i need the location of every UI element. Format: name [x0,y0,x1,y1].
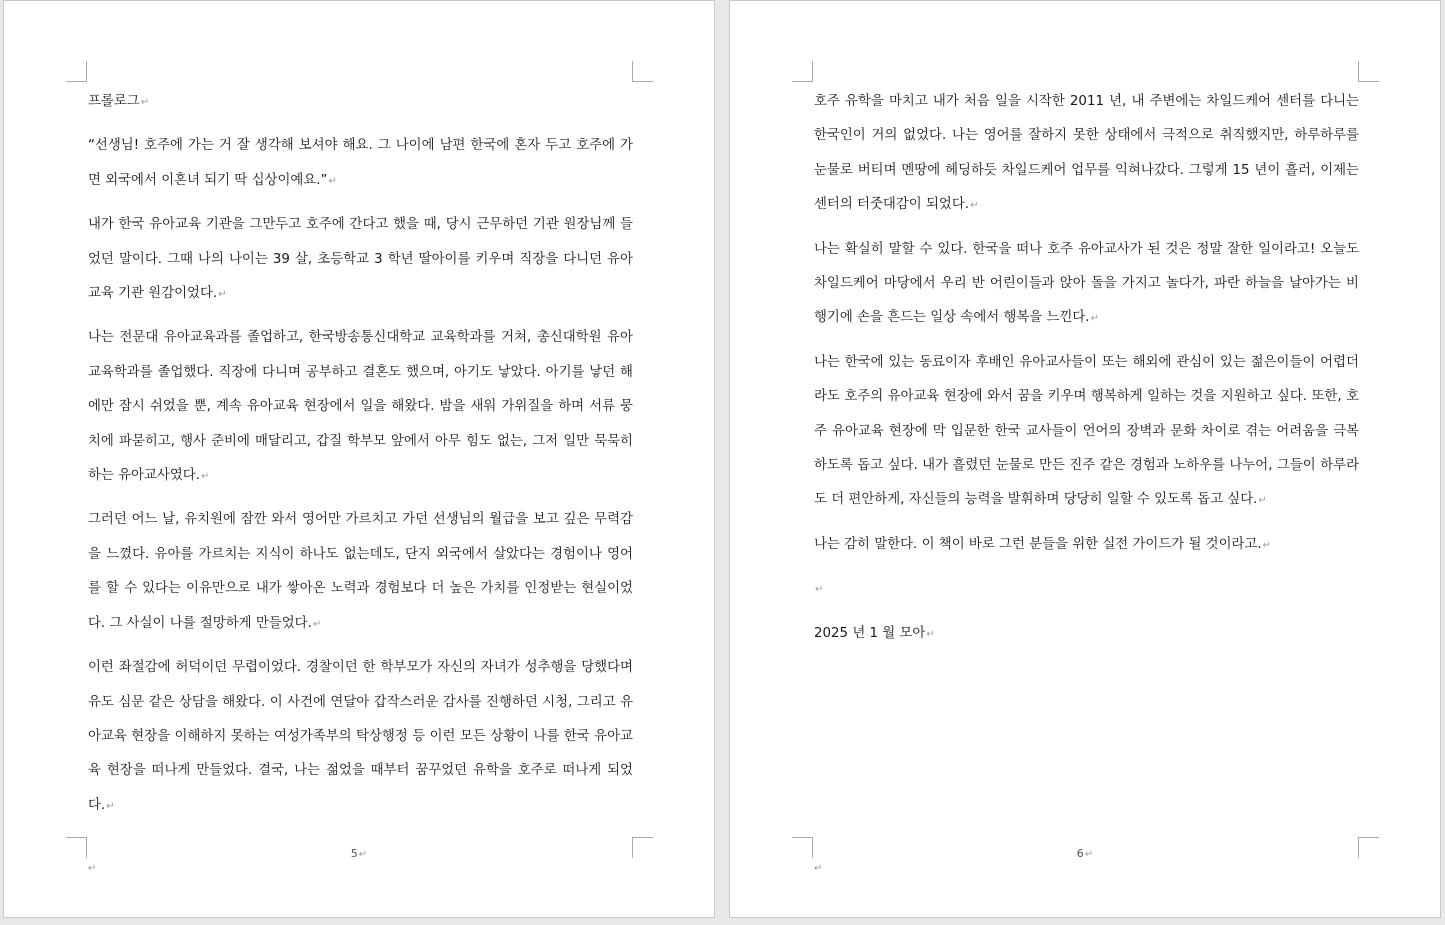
document-page-5[interactable] [3,0,715,918]
paragraph-mark-icon: ↵ [201,471,210,483]
paragraph: 나는 전문대 유아교육과를 졸업하고, 한국방송통신대학교 교육학과를 거쳐, 총신대학원 유아교육학과를 졸업했다. 직장에 다니며 공부하고 결혼도 했으며, 아기도 낳았다. 아기를 낳던 해에만 잠시 쉬었을 뿐, 계속 유아교육 현장에서 일을 해왔다. 밤을 새워 가위질을 하며 서류 뭉치에 파묻히고, 행사 준비에 매달리고, 갑질 학부모 앞에서 아무 힘도 없는, 그저 일만 묵묵히 하는 유아교사였다.↵ [88,330,633,484]
paragraph-mark-icon: ↵ [970,200,979,212]
chapter-title: 프롤로그↵ [88,94,150,109]
margin-corner-top-left [792,61,813,82]
paragraph-mark-icon: ↵ [926,628,935,640]
paragraph-mark-icon: ↵ [328,175,337,187]
signature-line: 2025 년 1 월 모아↵ [814,625,935,641]
paragraph: 나는 감히 말한다. 이 책이 바로 그런 분들을 위한 실전 가이드가 될 것이라고.↵ [814,536,1272,552]
page-number: 6↵ [1076,847,1094,860]
margin-corner-top-right [1358,61,1379,82]
paragraph: 나는 확실히 말할 수 있다. 한국을 떠나 호주 유아교사가 된 것은 정말 잘한 일이라고! 오늘도 차일드케어 마당에서 우리 반 어린이들과 앉아 돌을 가지고 놀다가, 파란 하늘을 날아가는 비행기에 손을 흔드는 일상 속에서 행복을 느낀다.↵ [814,241,1359,326]
margin-corner-top-left [66,61,87,82]
paragraph-mark-icon: ↵ [1258,495,1267,507]
paragraph: 나는 한국에 있는 동료이자 후배인 유아교사들이 또는 해외에 관심이 있는 젊은이들이 어렵더라도 호주의 유아교육 현장에 와서 꿈을 키우며 행복하게 일하는 것을 지원하고 싶다. 또한, 호주 유아교육 현장에 막 입문한 한국 교사들이 언어의 장벽과 문화 차이로 겪는 어려움을 극복하도록 돕고 싶다. 내가 흘렸던 눈물로 만든 진주 같은 경험과 노하우를 나누어, 그들이 하루라도 더 편안하게, 자신들의 능력을 발휘하며 당당히 일할 수 있도록 돕고 싶다.↵ [814,354,1359,508]
empty-paragraph [814,572,1359,607]
paragraph-mark-icon: ↵ [106,800,115,812]
paragraph-mark-icon: ↵ [312,618,322,630]
paragraph: 호주 유학을 마치고 내가 처음 일을 시작한 2011 년, 내 주변에는 차일드케어 센터를 다니는 한국인이 거의 없었다. 나는 영어를 잘하지 못한 상태에서 극적으로 취직했지만, 하루하루를 눈물로 버티며 멘땅에 헤딩하듯 차일드케어 업무를 익혀나갔다. 그렇게 15 년이 흘러, 이제는 센터의 터줏대감이 되었다.↵ [814,94,1359,213]
paragraph: 그러던 어느 날, 유치원에 잠깐 와서 영어만 가르치고 가던 선생님의 월급을 보고 깊은 무력감을 느꼈다. 유아를 가르치는 지식이 하나도 없는데도, 단지 외국에서 살았다는 경험이나 영어를 할 수 있다는 이유만으로 내가 쌓아온 노력과 경험보다 더 높은 가치를 인정받는 현실이었다. 그 사실이 나를 절망하게 만들었다.↵ [88,512,633,631]
document-page-6[interactable] [729,0,1441,918]
paragraph-mark-icon: ↵ [218,289,227,301]
margin-corner-top-right [632,61,653,82]
paragraph-mark-icon: ↵ [1084,849,1094,860]
paragraph-mark-icon: ↵ [815,584,824,596]
paragraph-mark-icon: ↵ [1090,313,1099,325]
paragraph: 이런 좌절감에 허덕이던 무렵이었다. 경찰이던 한 학부모가 자신의 자녀가 성추행을 당했다며 유도 심문 같은 상담을 해왔다. 이 사건에 연달아 갑작스러운 감사를 진행하던 시청, 그리고 유아교육 현장을 이해하지 못하는 여성가족부의 탁상행정 등 이런 모든 상황이 나를 한국 유아교육 현장을 떠나게 만들었다. 결국, 나는 젊었을 때부터 꿈꾸었던 유학을 호주로 떠나게 되었다.↵ [88,660,633,813]
page-body[interactable] [88,85,633,833]
paragraph: “선생님! 호주에 가는 거 잘 생각해 보셔야 해요. 그 나이에 남편 한국에 혼자 두고 호주에 가면 외국에서 이혼녀 되기 딱 십상이예요.”↵ [88,138,633,188]
paragraph: 내가 한국 유아교육 기관을 그만두고 호주에 간다고 했을 때, 당시 근무하던 기관 원장님께 들었던 말이다. 그때 나의 나이는 39 살, 초등학교 3 학년 딸아이를 키우며 직장을 다니던 유아교육 기관 원감이었다.↵ [88,217,633,302]
page-number: 5↵ [350,847,368,860]
page-body[interactable] [814,85,1359,661]
paragraph-mark-icon: ↵ [140,97,150,108]
paragraph-mark-icon: ↵ [814,863,823,874]
paragraph-mark-icon: ↵ [358,849,368,860]
paragraph-mark-icon: ↵ [88,863,97,874]
paragraph-mark-icon: ↵ [1262,539,1272,551]
